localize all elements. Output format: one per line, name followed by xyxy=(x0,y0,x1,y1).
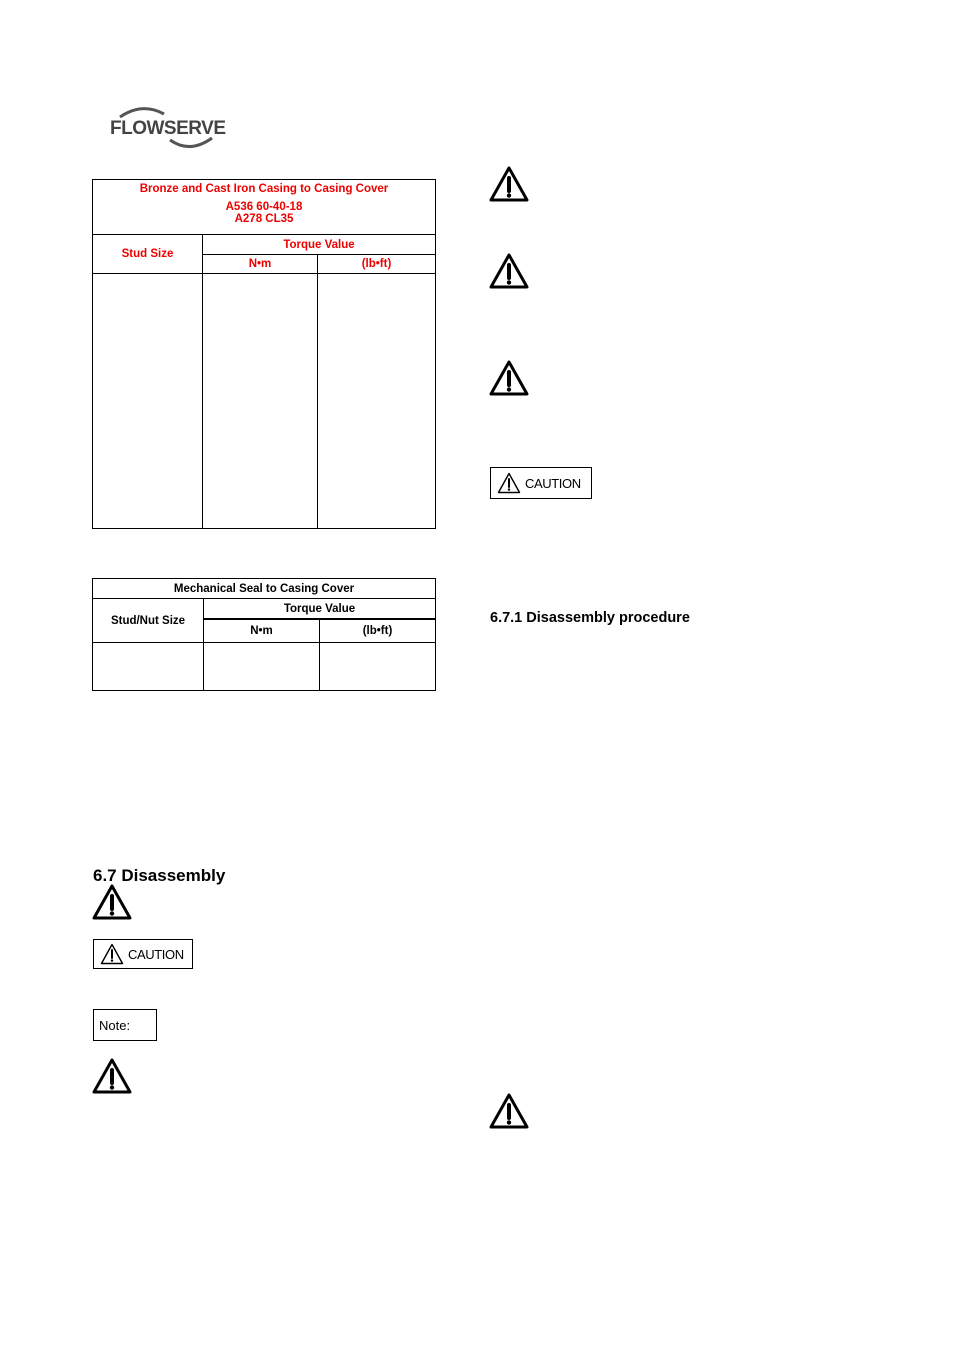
warning-icon xyxy=(92,1058,132,1094)
caution-warning-icon xyxy=(497,472,521,494)
table2-torque-header: Torque Value xyxy=(204,599,436,620)
table1-unit-nm: N•m xyxy=(203,255,318,274)
warning-icon xyxy=(92,884,132,920)
note-label: Note: xyxy=(93,1009,157,1041)
table1-title: Bronze and Cast Iron Casing to Casing Cover xyxy=(139,183,389,195)
warning-icon xyxy=(489,1093,529,1129)
table1-data-cell xyxy=(93,274,203,529)
warning-icon xyxy=(489,166,529,202)
table1-stud-size-header: Stud Size xyxy=(93,235,203,274)
caution-label xyxy=(490,467,592,499)
caution-text: CAUTION xyxy=(128,946,184,962)
table1-material-1: A536 60-40-18 xyxy=(225,201,303,213)
table1-unit-lbft: (lb•ft) xyxy=(318,255,436,274)
caution-text: CAUTION xyxy=(525,475,581,491)
warning-icon xyxy=(489,360,529,396)
torque-table-casing xyxy=(92,179,436,529)
logo-swoosh-bottom-icon xyxy=(168,136,214,152)
table2-unit-lbft: (lb•ft) xyxy=(320,619,436,643)
table2-stud-size-header: Stud/Nut Size xyxy=(93,599,204,643)
table1-data-cell xyxy=(203,274,318,529)
table2-data-cell xyxy=(320,643,436,691)
disassembly-procedure-heading: 6.7.1 Disassembly procedure xyxy=(490,610,690,626)
flowserve-logo xyxy=(110,104,226,152)
logo-text: FLOWSERVE xyxy=(110,118,226,139)
caution-warning-icon xyxy=(100,943,124,965)
disassembly-heading: 6.7 Disassembly xyxy=(93,866,226,885)
torque-table-seal xyxy=(92,578,436,691)
warning-icon xyxy=(489,253,529,289)
table2-data-cell xyxy=(204,643,320,691)
table2-data-cell xyxy=(93,643,204,691)
table2-unit-nm: N•m xyxy=(204,619,320,643)
table1-data-cell xyxy=(318,274,436,529)
table1-material-2: A278 CL35 xyxy=(234,213,294,225)
table1-header-cell xyxy=(93,180,436,235)
caution-label xyxy=(93,939,193,969)
table1-torque-header: Torque Value xyxy=(203,235,436,255)
table2-title: Mechanical Seal to Casing Cover xyxy=(93,579,436,599)
